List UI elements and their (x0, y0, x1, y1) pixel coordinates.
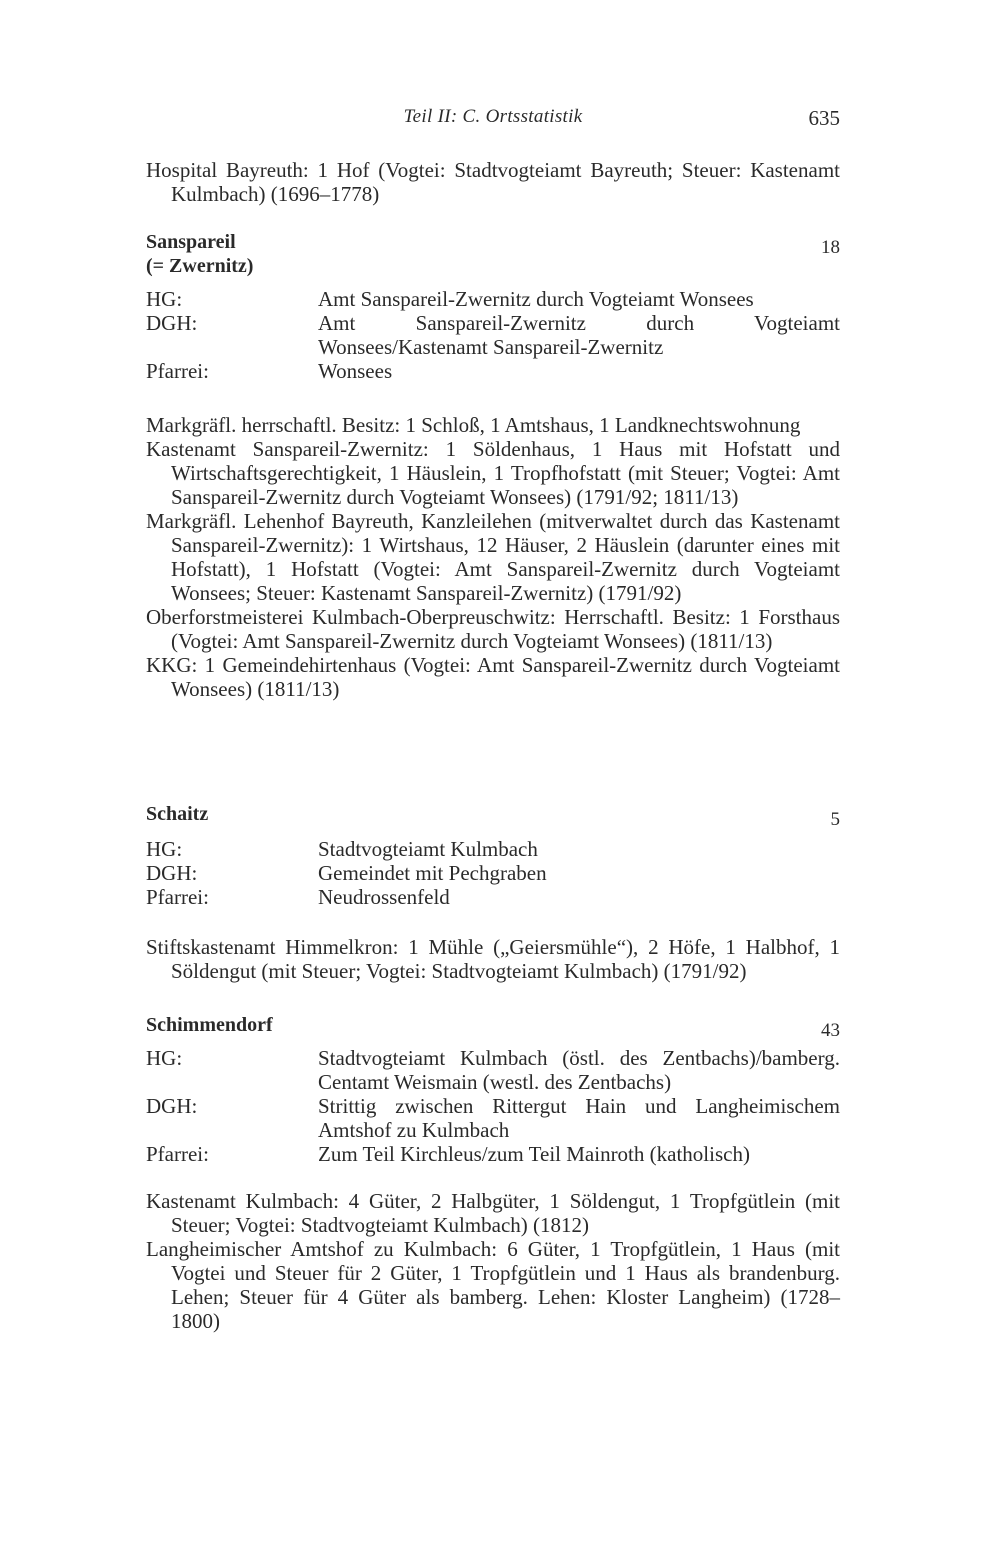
meta-value-hg: Amt Sanspareil-Zwernitz durch Vogteiamt Wonsees (318, 287, 754, 311)
schimmendorf-meta-table (146, 1046, 840, 1166)
meta-value-dgh: Gemeindet mit Pechgraben (318, 861, 547, 885)
schimmendorf-heading-row (146, 1013, 840, 1041)
meta-label-pfarrei: Pfarrei: (146, 359, 209, 383)
meta-label-pfarrei: Pfarrei: (146, 885, 209, 909)
sanspareil-heading-row (146, 230, 840, 278)
sanspareil-subtitle: (= Zwernitz) (146, 255, 254, 277)
meta-label-hg: HG: (146, 837, 183, 861)
entry-paragraph: Markgräfl. Lehenhof Bayreuth, Kanzleilehen (mitverwaltet durch das Kastenamt Sanspareil-Zwernitz): 1 Wirtshaus, 12 Häuser, 2 Häuslein (darunter eines mit Hofstatt), 1 Hofstatt (Vogtei: Amt Sanspareil-Zwernitz durch Vogteiamt Wonsees; Steuer: Kastenamt Sanspareil-Zwernitz) (1791/92) (146, 509, 840, 605)
meta-row (146, 861, 840, 885)
schaitz-meta-table (146, 837, 840, 909)
schimmendorf-count: 43 (821, 1020, 840, 1041)
meta-row (146, 311, 840, 359)
section-schimmendorf (146, 1013, 840, 1166)
meta-row (146, 1046, 840, 1094)
sanspareil-title: Sanspareil (146, 231, 236, 253)
meta-label-hg: HG: (146, 1046, 183, 1070)
section-sanspareil (146, 230, 840, 383)
meta-value-pfarrei: Wonsees (318, 359, 393, 383)
meta-row (146, 287, 840, 311)
meta-label-hg: HG: (146, 287, 183, 311)
entry-paragraph: Kastenamt Kulmbach: 4 Güter, 2 Halbgüter, 1 Söldengut, 1 Tropfgütlein (mit Steuer; Vogtei: Stadtvogteiamt Kulmbach) (1812) (146, 1189, 840, 1237)
meta-value-dgh: Strittig zwischen Rittergut Hain und Langheimischem Amtshof zu Kulmbach (318, 1094, 840, 1142)
schaitz-count: 5 (830, 809, 840, 830)
meta-row (146, 1142, 840, 1166)
meta-value-hg: Stadtvogteiamt Kulmbach (318, 837, 538, 861)
running-title: Teil II: C. Ortsstatistik (403, 106, 583, 127)
entry-paragraph: Markgräfl. herrschaftl. Besitz: 1 Schloß, 1 Amtshaus, 1 Landknechtswohnung (146, 413, 801, 437)
schaitz-title: Schaitz (146, 803, 209, 825)
intro-block (146, 158, 840, 206)
meta-row (146, 837, 840, 861)
sanspareil-entries (146, 413, 840, 701)
intro-paragraph: Hospital Bayreuth: 1 Hof (Vogtei: Stadtvogteiamt Bayreuth; Steuer: Kastenamt Kulmbach) (1696–1778) (146, 158, 840, 206)
meta-label-dgh: DGH: (146, 1094, 198, 1118)
entry-paragraph: KKG: 1 Gemeindehirtenhaus (Vogtei: Amt Sanspareil-Zwernitz durch Vogteiamt Wonsees) (1811/13) (146, 653, 840, 701)
page-number: 635 (808, 106, 840, 130)
meta-value-pfarrei: Neudrossenfeld (318, 885, 450, 909)
meta-row (146, 885, 840, 909)
schaitz-heading-row (146, 802, 840, 830)
schaitz-entries (146, 935, 840, 983)
meta-value-hg: Stadtvogteiamt Kulmbach (östl. des Zentbachs)/bamberg. Centamt Weismain (westl. des Zentbachs) (318, 1046, 840, 1094)
entry-paragraph: Oberforstmeisterei Kulmbach-Oberpreuschwitz: Herrschaftl. Besitz: 1 Forsthaus (Vogtei: Amt Sanspareil-Zwernitz durch Vogteiamt Wonsees) (1811/13) (146, 605, 840, 653)
entry-paragraph: Kastenamt Sanspareil-Zwernitz: 1 Söldenhaus, 1 Haus mit Hofstatt und Wirtschaftsgerechtigkeit, 1 Häuslein, 1 Tropfhofstatt (mit Steuer; Vogtei: Amt Sanspareil-Zwernitz durch Vogteiamt Wonsees) (1791/92; 1811/13) (146, 437, 840, 509)
sanspareil-meta-table (146, 287, 840, 383)
meta-label-dgh: DGH: (146, 861, 198, 885)
entry-paragraph: Stiftskastenamt Himmelkron: 1 Mühle („Geiersmühle“), 2 Höfe, 1 Halbhof, 1 Söldengut (mit Steuer; Vogtei: Stadtvogteiamt Kulmbach) (1791/92) (146, 935, 840, 983)
running-head (146, 106, 840, 136)
meta-row (146, 1094, 840, 1142)
meta-value-pfarrei: Zum Teil Kirchleus/zum Teil Mainroth (katholisch) (318, 1142, 750, 1166)
meta-label-dgh: DGH: (146, 311, 198, 335)
meta-value-dgh: Amt Sanspareil-Zwernitz durch Vogteiamt Wonsees/Kastenamt Sanspareil-Zwernitz (318, 311, 840, 359)
schimmendorf-title: Schimmendorf (146, 1014, 273, 1036)
meta-row (146, 359, 840, 383)
entry-paragraph: Langheimischer Amtshof zu Kulmbach: 6 Güter, 1 Tropfgütlein, 1 Haus (mit Vogtei und Steuer für 2 Güter, 1 Tropfgütlein und 1 Haus als brandenburg. Lehen; Steuer für 4 Güter als bamberg. Lehen: Kloster Langheim) (1728–1800) (146, 1237, 840, 1333)
sanspareil-count: 18 (821, 237, 840, 258)
meta-label-pfarrei: Pfarrei: (146, 1142, 209, 1166)
section-schaitz (146, 802, 840, 909)
schimmendorf-entries (146, 1189, 840, 1333)
